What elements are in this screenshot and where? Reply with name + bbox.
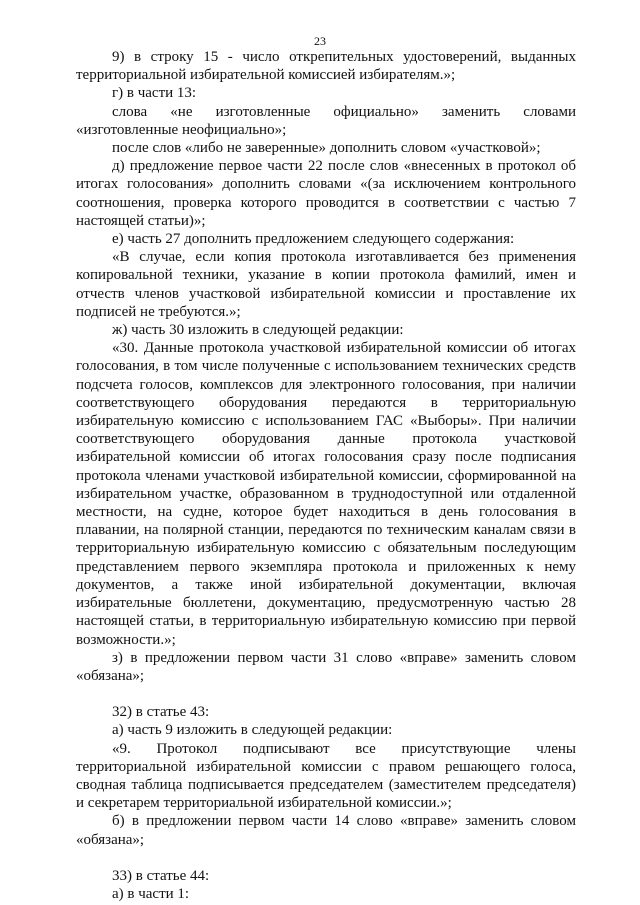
paragraph: 33) в статье 44:: [112, 867, 210, 884]
paragraph: ж) часть 30 изложить в следующей редакции:: [112, 322, 404, 339]
paragraph: 32) в статье 43:: [112, 704, 210, 721]
paragraph: а) часть 9 изложить в следующей редакции:: [112, 722, 393, 739]
paragraph-spacer: [76, 849, 576, 867]
paragraph: после слов «либо не заверенные» дополнить словом «участковой»;: [112, 140, 541, 157]
paragraph: а) в части 1:: [112, 885, 190, 902]
document-body: [76, 48, 576, 903]
paragraph: г) в части 13:: [112, 85, 197, 102]
paragraph: з) в предложении первом части 31 слово «вправе» заменить словом «обязана»;: [76, 649, 576, 684]
paragraph: «В случае, если копия протокола изготавливается без применения копировальной техники, указание в копии протокола фамилий, имен и отчеств членов участковой избирательной комиссии и проставление их подписей не требуются.»;: [76, 249, 576, 320]
paragraph: слова «не изготовленные официально» заменить словами «изготовленные неофициально»;: [76, 103, 576, 138]
paragraph: б) в предложении первом части 14 слово «вправе» заменить словом «обязана»;: [76, 813, 576, 848]
paragraph: «30. Данные протокола участковой избирательной комиссии об итогах голосования, в том числе полученные с использованием технических средств подсчета голосов, комплексов для электронного голосования, при наличии соответствующего оборудования передаются в территориальную избирательную комиссию с использованием ГАС «Выборы». При наличии соответствующего оборудования данные протокола участковой избирательной комиссии об итогах голосования сразу после подписания протокола членами участковой избирательной комиссии, сформированной на избирательном участке, образованном в труднодоступной или отдаленной местности, на судне, которое будет находиться в день голосования в плавании, на полярной станции, передаются по техническим каналам связи в территориальную избирательную комиссию с обязательным последующим представлением первого экземпляра протокола и приложенных к нему документов, а также иной избирательной документации, включая избирательные бюллетени, документацию, предусмотренную частью 28 настоящей статьи, в территориальную избирательную комиссию при первой возможности.»;: [76, 340, 576, 648]
paragraph: 9) в строку 15 - число открепительных удостоверений, выданных территориальной избирательной комиссией избирателям.»;: [76, 49, 576, 84]
paragraph: д) предложение первое части 22 после слов «внесенных в протокол об итогах голосования» дополнить словами «(за исключением контрольного соотношения, проверка которого проводится в соответствии с частью 7 настоящей статьи)»;: [76, 158, 576, 229]
paragraph: «9. Протокол подписывают все присутствующие члены территориальной избирательной комиссии с правом решающего голоса, сводная таблица подписывается председателем (заместителем председателя) и секретарем территориальной избирательной комиссии.»;: [76, 740, 576, 812]
paragraph-spacer: [76, 685, 576, 703]
paragraph: е) часть 27 дополнить предложением следующего содержания:: [112, 231, 515, 248]
page-number: 23: [314, 34, 326, 48]
